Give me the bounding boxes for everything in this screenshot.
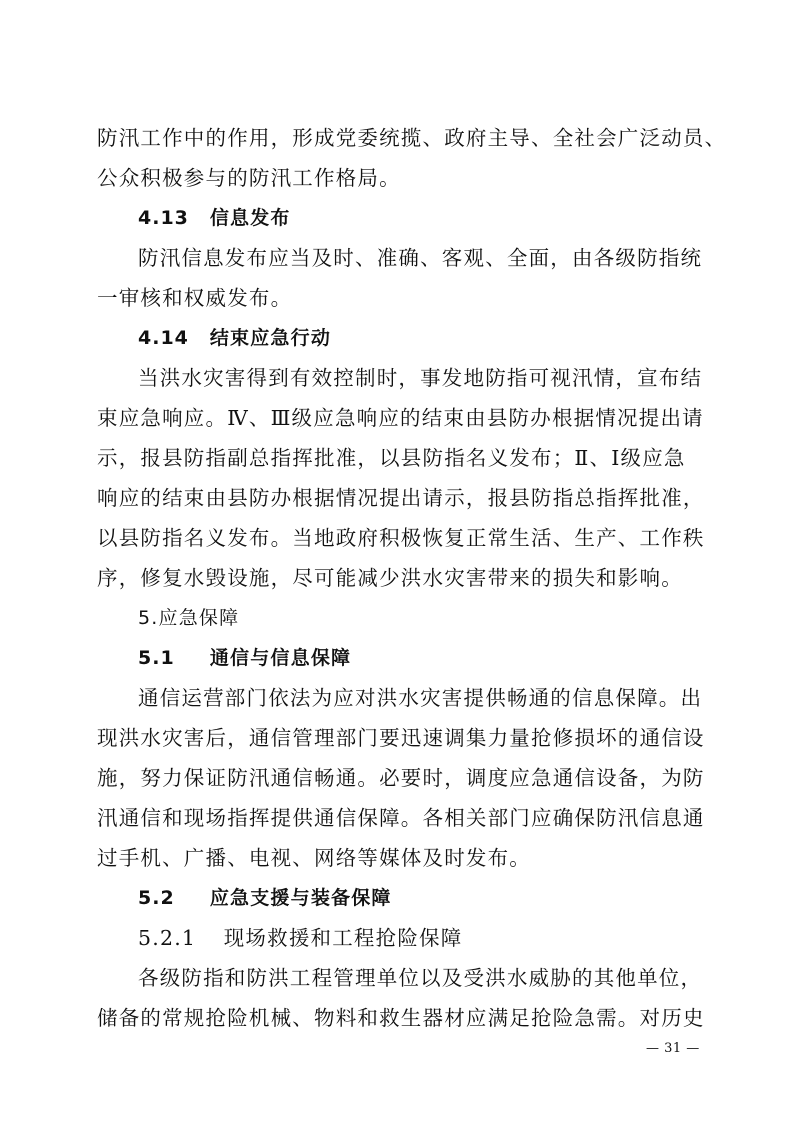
paragraph-line: 施，努力保证防汛通信畅通。必要时，调度应急通信设备，为防 xyxy=(97,766,705,790)
paragraph-line: 现洪水灾害后，通信管理部门要迅速调集力量抢修损坏的通信设 xyxy=(97,726,705,750)
section-title: 信息发布 xyxy=(209,207,291,229)
page-number: — 31 — xyxy=(646,1041,700,1056)
paragraph-line: 公众积极参与的防汛工作格局。 xyxy=(97,166,401,190)
section-title: 通信与信息保障 xyxy=(209,647,352,669)
paragraph-line: 以县防指名义发布。当地政府积极恢复正常生活、生产、工作秩 xyxy=(97,526,705,550)
section-title: 应急支援与装备保障 xyxy=(209,887,392,909)
section-heading-5-1 xyxy=(138,643,738,673)
paragraph-line: 防汛工作中的作用，形成党委统揽、政府主导、全社会广泛动员、 xyxy=(97,126,727,150)
paragraph-line: 通信运营部门依法为应对洪水灾害提供畅通的信息保障。出 xyxy=(138,686,703,710)
paragraph-line: 响应的结束由县防办根据情况提出请示，报县防指总指挥批准， xyxy=(97,486,705,510)
section-title: 结束应急行动 xyxy=(209,327,332,349)
paragraph-line: 当洪水灾害得到有效控制时，事发地防指可视汛情，宣布结 xyxy=(138,366,703,390)
section-number: 4.13 xyxy=(138,207,189,229)
section-number: 4.14 xyxy=(138,327,189,349)
paragraph-line: 束应急响应。Ⅳ、Ⅲ级应急响应的结束由县防办根据情况提出请 xyxy=(97,406,704,430)
paragraph-line: 一审核和权威发布。 xyxy=(97,286,293,310)
paragraph-line: 各级防指和防洪工程管理单位以及受洪水威胁的其他单位， xyxy=(138,966,703,990)
chapter-heading-5: 5.应急保障 xyxy=(138,607,240,629)
subsection-number: 5.2.1 xyxy=(138,926,197,950)
paragraph-line: 汛通信和现场指挥提供通信保障。各相关部门应确保防汛信息通 xyxy=(97,806,705,830)
subsection-title: 现场救援和工程抢险保障 xyxy=(223,926,463,950)
section-heading-4-13 xyxy=(138,203,738,233)
paragraph-line: 防汛信息发布应当及时、准确、客观、全面，由各级防指统 xyxy=(138,246,703,270)
paragraph-line: 过手机、广播、电视、网络等媒体及时发布。 xyxy=(97,846,531,870)
subsection-heading-5-2-1 xyxy=(138,923,738,953)
paragraph-line: 序，修复水毁设施，尽可能减少洪水灾害带来的损失和影响。 xyxy=(97,566,683,590)
section-heading-4-14 xyxy=(138,323,738,353)
section-heading-5-2 xyxy=(138,883,738,913)
section-number: 5.2 xyxy=(138,887,175,909)
paragraph-line: 示，报县防指副总指挥批准，以县防指名义发布；Ⅱ、Ⅰ级应急 xyxy=(97,446,686,470)
paragraph-line: 储备的常规抢险机械、物料和救生器材应满足抢险急需。对历史 xyxy=(97,1006,705,1030)
section-number: 5.1 xyxy=(138,647,175,669)
